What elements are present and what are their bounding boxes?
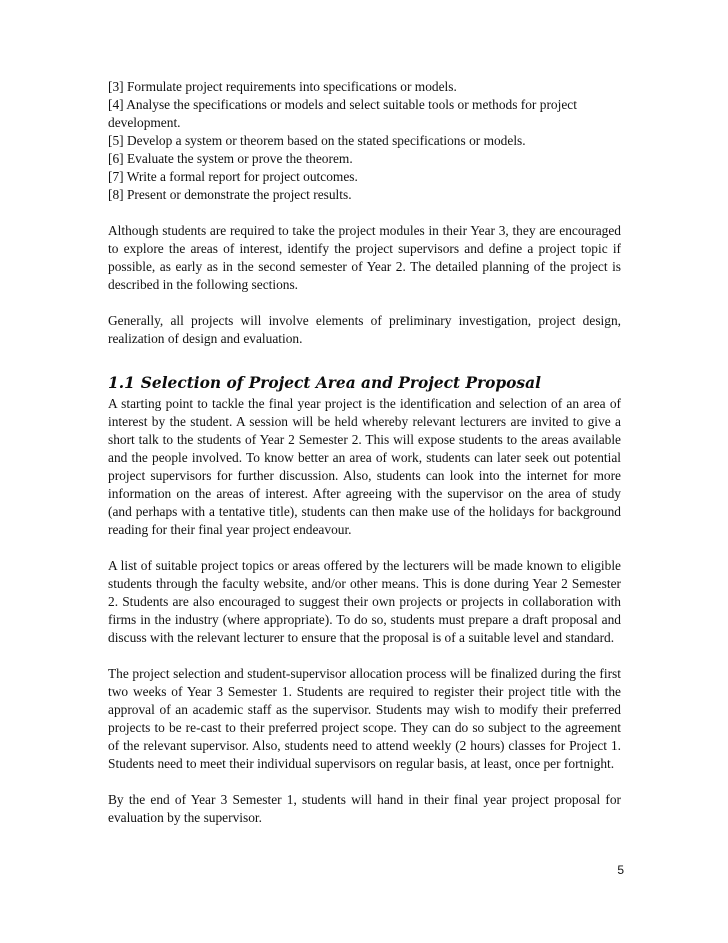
- section-paragraph: The project selection and student-supervisor allocation process will be finalized during the first two weeks of Year 3 Semester 1. Students are required to register their project title with the approval of an academic staff as the supervisor. Students may wish to modify their preferred projects to be re-cast to their preferred project scope. They can do so subject to the agreement of the relevant supervisor. Also, students need to attend weekly (2 hours) classes for Project 1. Students need to meet their individual supervisors on regular basis, at least, once per fortnight.: [108, 666, 621, 771]
- list-item: [5] Develop a system or theorem based on the stated specifications or models.: [108, 133, 526, 148]
- section-title: Selection of Project Area and Project Proposal: [140, 374, 541, 392]
- list-item: [7] Write a formal report for project outcomes.: [108, 169, 358, 184]
- intro-paragraph: Generally, all projects will involve elements of preliminary investigation, project design, realization of design and evaluation.: [108, 313, 621, 346]
- objectives-list: [108, 78, 621, 204]
- section-paragraph: A starting point to tackle the final year project is the identification and selection of an area of interest by the student. A session will be held whereby relevant lecturers are invited to give a short talk to the students of Year 2 Semester 2. This will expose students to the areas available and the people involved. To know better an area of work, students can later seek out potential project supervisors for further discussion. Also, students can look into the internet for more information on the areas of interest. After agreeing with the supervisor on the area of study (and perhaps with a tentative title), students can then make use of the holidays for background reading for their final year project endeavour.: [108, 396, 621, 537]
- list-item: [4] Analyse the specifications or models and select suitable tools or methods for project development.: [108, 97, 577, 130]
- section-paragraph: A list of suitable project topics or areas offered by the lecturers will be made known to eligible students through the faculty website, and/or other means. This is done during Year 2 Semester 2. Students are also encouraged to suggest their own projects or projects in collaboration with firms in the industry (where appropriate). To do so, students must prepare a draft proposal and discuss with the relevant lecturer to ensure that the proposal is of a suitable level and standard.: [108, 558, 621, 645]
- page-body: [108, 78, 621, 827]
- section-heading: [108, 373, 621, 393]
- intro-paragraph: Although students are required to take the project modules in their Year 3, they are encouraged to explore the areas of interest, identify the project supervisors and define a project topic if possible, as early as in the second semester of Year 2. The detailed planning of the project is described in the following sections.: [108, 223, 621, 292]
- list-item: [8] Present or demonstrate the project results.: [108, 187, 352, 202]
- section-number: 1.1: [108, 374, 135, 392]
- section-paragraph: By the end of Year 3 Semester 1, students will hand in their final year project proposal for evaluation by the supervisor.: [108, 792, 621, 825]
- page-number: 5: [617, 863, 624, 877]
- list-item: [3] Formulate project requirements into specifications or models.: [108, 79, 457, 94]
- list-item: [6] Evaluate the system or prove the theorem.: [108, 151, 353, 166]
